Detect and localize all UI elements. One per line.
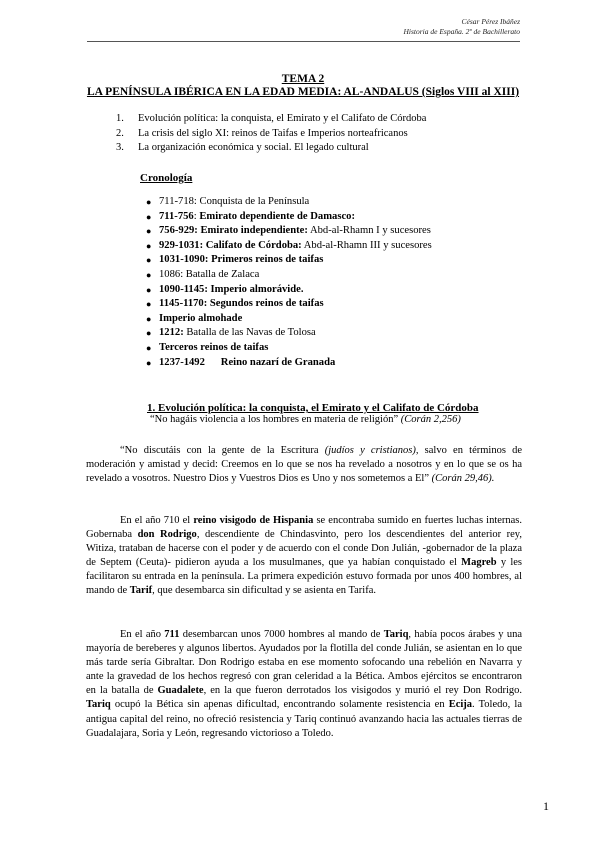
- bullet-icon: ●: [146, 197, 152, 207]
- document-title: [85, 73, 521, 99]
- header-author: César Pérez Ibáñez: [461, 17, 520, 26]
- chronology-item: ● Imperio almohade: [146, 312, 432, 327]
- bullet-icon: ●: [146, 313, 152, 324]
- chronology-list: [146, 195, 432, 370]
- page-number: 1: [543, 799, 549, 813]
- toc-item: 3. La organización económica y social. El legado cultural: [116, 142, 369, 153]
- header-rule: [87, 41, 520, 42]
- paragraph-body: En el año 710 el reino visigodo de Hispania se encontraba sumido en fuertes luchas internas. Gobernaba don Rodrigo, descendiente de Chindasvinto, pero los descendientes del anterior rey, Witiza, trataban de hacerse con el poder y de acuerdo con el conde Don Julián, -gobernador de la plaza de Septem (Ceuta)- pidieron ayuda a los musulmanes, que ya habían conquistado el Magreb y les facilitaron su entrada en la península. La primera expedición estuvo formada por unos 400 hombres, al mando de Tarif, que desembarca sin dificultad y se asienta en Tarifa.: [86, 515, 523, 597]
- chronology-item: ● 1031-1090: Primeros reinos de taifas: [146, 253, 432, 268]
- title-main: LA PENÍNSULA IBÉRICA EN LA EDAD MEDIA: AL-ANDALUS (Siglos VIII al XIII): [86, 86, 520, 98]
- chronology-item: ● 1237-1492 Reino nazarí de Granada: [146, 356, 432, 371]
- chronology-item: ● 929-1031: Califato de Córdoba: Abd-al-Rhamn III y sucesores: [146, 239, 432, 254]
- bullet-icon: ●: [146, 255, 152, 266]
- chronology-item: ● 1090-1145: Imperio almorávide.: [146, 283, 432, 298]
- chronology-item: ● 1086: Batalla de Zalaca: [146, 268, 432, 283]
- header-course: Historia de España. 2º de Bachillerato: [403, 27, 520, 36]
- chronology-item: ● 1145-1170: Segundos reinos de taifas: [146, 297, 432, 312]
- toc-item: 1. Evolución política: la conquista, el Emirato y el Califato de Córdoba: [116, 113, 427, 124]
- bullet-icon: ●: [146, 211, 152, 222]
- chronology-item: ● Terceros reinos de taifas: [146, 341, 432, 356]
- bullet-icon: ●: [146, 284, 152, 295]
- chronology-item: ● 711-718: Conquista de la Península: [146, 195, 432, 210]
- chronology-item: ● 711-756: Emirato dependiente de Damasco:: [146, 210, 432, 225]
- toc-item: 2. La crisis del siglo XI: reinos de Taifas e Imperios norteafricanos: [116, 127, 408, 139]
- bullet-icon: ●: [146, 328, 152, 339]
- bullet-icon: ●: [146, 357, 152, 368]
- table-of-contents: [116, 112, 426, 156]
- bullet-icon: ●: [146, 269, 152, 280]
- bullet-icon: ●: [146, 226, 152, 237]
- paragraph-body: En el año 711 desembarcan unos 7000 hombres al mando de Tariq, había pocos árabes y una mayoría de bereberes y algunos libertos. Ayudados por la flotilla del conde Julián, se asientan en lo que más tarde sería Gibraltar. Don Rodrigo estaba en ese momento sofocando una rebelión en Navarra y ante la gravedad de los hechos regresó con gran celeridad a la Bética. Ambos ejércitos se encontraron en la batalla de Guadalete, en la que fueron derrotados los visigodos y murió el rey Don Rodrigo. Tariq ocupó la Bética sin apenas dificultad, encontrando solamente resistencia en Ecija. Toledo, la antigua capital del reino, no ofreció resistencia y Tariq continuó avanzando hacia las actuales tierras de Guadalajara, Soria y León, regresando victorioso a Toledo.: [86, 629, 522, 739]
- epigraph: “No hagáis violencia a los hombres en materia de religión” (Corán 2,256): [150, 414, 461, 425]
- bullet-icon: ●: [146, 299, 152, 310]
- chronology-item: ● 756-929: Emirato independiente: Abd-al-Rhamn I y sucesores: [146, 224, 432, 239]
- paragraph-quote: “No discutáis con la gente de la Escritura (judíos y cristianos), salvo en términos de moderación y amistad y decid: Creemos en lo que se nos ha revelado a nosotros y en lo que se os ha revelado a vosotros. Nuestro Dios y Vuestros Dios es Uno y nos sometemos a El” (Corán 29,46).: [86, 445, 523, 485]
- section-heading: 1. Evolución política: la conquista, el Emirato y el Califato de Córdoba: [147, 402, 479, 414]
- page-header: [404, 17, 520, 37]
- bullet-icon: ●: [146, 240, 152, 251]
- chronology-item: ● 1212: Batalla de las Navas de Tolosa: [146, 326, 432, 341]
- bullet-icon: ●: [146, 342, 152, 353]
- chronology-heading: Cronología: [140, 172, 193, 184]
- title-topic: TEMA 2: [281, 73, 325, 85]
